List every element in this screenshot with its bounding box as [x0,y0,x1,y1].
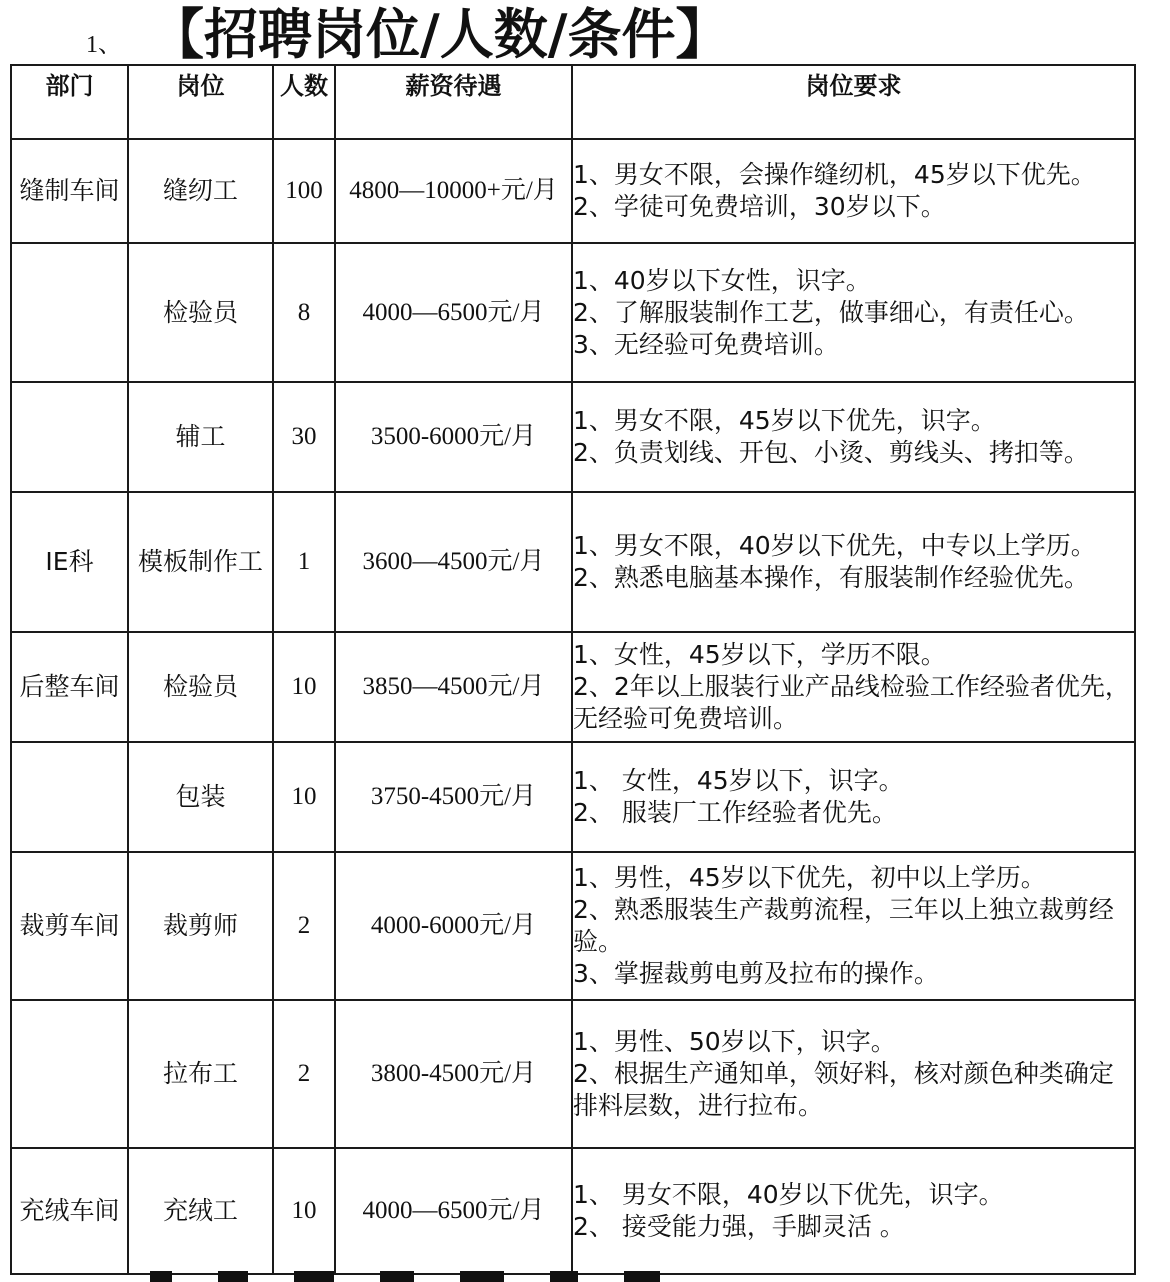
count-cell: 10 [273,632,335,742]
requirement-line: 1、男女不限，会操作缝纫机，45岁以下优先。 [573,160,1096,189]
requirement-line: 1、男女不限，45岁以下优先，识字。 [573,406,996,435]
table-row [11,632,1135,742]
requirement-line: 1、 男女不限，40岁以下优先，识字。 [573,1180,1004,1209]
requirement-line: 2、 服装厂工作经验者优先。 [573,798,897,827]
requirement-line: 1、男性，45岁以下优先，初中以上学历。 [573,863,1046,892]
salary-cell: 4000—6500元/月 [335,243,572,382]
requirements-cell [572,243,1135,382]
count-cell: 2 [273,1000,335,1148]
position-cell: 包装 [128,742,273,852]
section-number: 1、 [86,32,122,58]
requirements-cell [572,139,1135,243]
requirement-line: 2、学徒可免费培训，30岁以下。 [573,192,946,221]
count-cell: 30 [273,382,335,492]
table-row [11,492,1135,632]
requirements-cell [572,1000,1135,1148]
requirement-line: 2、了解服装制作工艺，做事细心，有责任心。 [573,297,1089,327]
position-cell: 充绒工 [128,1148,273,1274]
requirements-cell [572,1148,1135,1274]
recruitment-table [10,64,1136,1275]
requirement-line: 1、40岁以下女性，识字。 [573,265,871,295]
position-cell: 拉布工 [128,1000,273,1148]
position-cell: 模板制作工 [128,492,273,632]
count-cell: 10 [273,742,335,852]
table-row [11,139,1135,243]
salary-cell: 3600—4500元/月 [335,492,572,632]
position-cell: 检验员 [128,243,273,382]
requirements-cell [572,852,1135,1000]
position-cell: 辅工 [128,382,273,492]
table-row [11,742,1135,852]
requirement-line: 2、2年以上服装行业产品线检验工作经验者优先，无经验可免费培训。 [573,672,1130,733]
requirement-line: 1、男性、50岁以下，识字。 [573,1027,896,1056]
requirement-line: 1、男女不限，40岁以下优先，中专以上学历。 [573,531,1096,560]
dept-cell: 裁剪车间 [11,852,128,1000]
requirements-cell [572,492,1135,632]
count-cell: 10 [273,1148,335,1274]
dept-cell: 缝制车间 [11,139,128,243]
table-row [11,852,1135,1000]
dept-cell: IE科 [11,492,128,632]
table-row [11,1148,1135,1274]
table-row [11,243,1135,382]
dept-cell [11,742,128,852]
requirements-cell [572,742,1135,852]
count-cell: 100 [273,139,335,243]
requirement-line: 3、无经验可免费培训。 [573,329,839,359]
header-salary: 薪资待遇 [335,65,572,139]
header-count: 人数 [273,65,335,139]
requirement-line: 1、女性，45岁以下，学历不限。 [573,640,946,669]
count-cell: 1 [273,492,335,632]
table-header-row [11,65,1135,139]
requirement-line: 1、 女性，45岁以下，识字。 [573,766,904,795]
position-cell: 检验员 [128,632,273,742]
header-dept: 部门 [11,65,128,139]
dept-cell: 后整车间 [11,632,128,742]
dept-cell [11,382,128,492]
requirement-line: 2、根据生产通知单，领好料，核对颜色种类确定排料层数，进行拉布。 [573,1059,1114,1120]
cropped-next-heading [150,1270,750,1282]
requirement-line: 2、熟悉电脑基本操作，有服装制作经验优先。 [573,563,1089,592]
requirements-cell [572,382,1135,492]
salary-cell: 3750-4500元/月 [335,742,572,852]
salary-cell: 4000-6000元/月 [335,852,572,1000]
header-requirements: 岗位要求 [572,65,1135,139]
salary-cell: 3800-4500元/月 [335,1000,572,1148]
section-heading [0,0,1170,66]
table-row [11,382,1135,492]
requirement-line: 2、负责划线、开包、小烫、剪线头、拷扣等。 [573,438,1089,467]
section-title: 【招聘岗位/人数/条件】 [150,3,730,66]
requirements-cell [572,632,1135,742]
salary-cell: 4800—10000+元/月 [335,139,572,243]
dept-cell: 充绒车间 [11,1148,128,1274]
count-cell: 2 [273,852,335,1000]
header-position: 岗位 [128,65,273,139]
salary-cell: 3500-6000元/月 [335,382,572,492]
dept-cell [11,243,128,382]
requirement-line: 2、 接受能力强，手脚灵活 。 [573,1212,905,1241]
requirement-line: 2、熟悉服装生产裁剪流程，三年以上独立裁剪经验。 [573,895,1114,956]
requirement-line: 3、掌握裁剪电剪及拉布的操作。 [573,959,939,988]
dept-cell [11,1000,128,1148]
position-cell: 裁剪师 [128,852,273,1000]
salary-cell: 3850—4500元/月 [335,632,572,742]
position-cell: 缝纫工 [128,139,273,243]
table-row [11,1000,1135,1148]
salary-cell: 4000—6500元/月 [335,1148,572,1274]
count-cell: 8 [273,243,335,382]
